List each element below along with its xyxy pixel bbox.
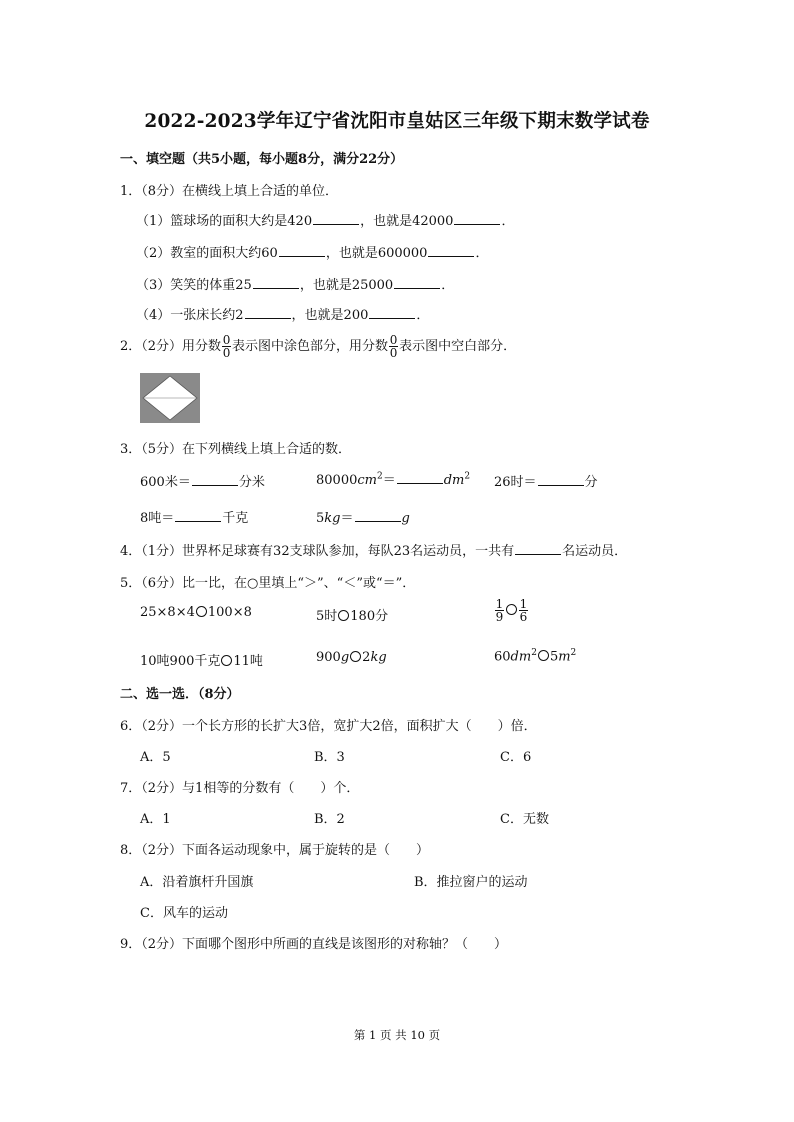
question-3-item-4: 8吨＝ 千克 <box>140 511 249 526</box>
shaded-square-figure <box>140 373 200 423</box>
answer-blank[interactable] <box>428 244 474 257</box>
fraction-one-ninth: $\frac{1}{9}$ <box>495 597 504 624</box>
section-heading-choice: 二、选一选．（8分） <box>120 687 240 702</box>
question-3-item-5: 5kg＝ g <box>316 511 410 526</box>
compare-circle[interactable] <box>538 650 549 661</box>
fraction-one-sixth: $\frac{1}{6}$ <box>519 597 528 624</box>
question-8-option-b[interactable]: B．推拉窗户的运动 <box>414 875 528 890</box>
question-8-stem: 8．（2分）下面各运动现象中，属于旋转的是（ ） <box>120 843 430 858</box>
question-2-stem: 2．（2分）用分数 $\frac{0}{0}$ 表示图中涂色部分，用分数 $\frac{0}{0}$ 表示图中空白部分． <box>120 333 517 360</box>
section-heading-fill-in: 一、填空题（共5小题，每小题8分，满分22分） <box>120 152 404 167</box>
question-5-stem: 5．（6分）比一比，在○里填上“＞”、“＜”或“＝”． <box>120 576 416 591</box>
question-8-option-c[interactable]: C．风车的运动 <box>140 906 228 921</box>
question-1-stem: 1．（8分）在横线上填上合适的单位． <box>120 184 339 199</box>
answer-blank[interactable] <box>253 276 299 289</box>
question-4-stem: 4．（1分）世界杯足球赛有32支球队参加，每队23名运动员，一共有 名运动员． <box>120 544 628 559</box>
question-1-item-1: （1）篮球场的面积大约是420 ，也就是42000 ． <box>136 214 515 229</box>
question-7-stem: 7．（2分）与1相等的分数有（ ）个． <box>120 781 360 796</box>
answer-blank[interactable] <box>515 542 561 555</box>
question-1-item-2: （2）教室的面积大约60 ，也就是600000 ． <box>136 246 489 261</box>
question-3-item-3: 26时＝ 分 <box>494 475 598 490</box>
question-1-item-4: （4）一张床长约2 ，也就是200 ． <box>136 308 430 323</box>
question-3-item-2: $80000cm^2= dm^2$ <box>316 471 471 488</box>
question-8-option-a[interactable]: A．沿着旗杆升国旗 <box>140 875 254 890</box>
fraction-placeholder: $\frac{0}{0}$ <box>222 333 231 360</box>
question-5-item-5: 900g 2kg <box>316 650 387 665</box>
question-3-stem: 3．（5分）在下列横线上填上合适的数． <box>120 442 352 457</box>
question-7-option-a[interactable]: A．1 <box>140 812 171 827</box>
answer-blank[interactable] <box>394 276 440 289</box>
question-5-item-2: 5时 180分 <box>316 609 389 624</box>
question-5-item-1: 25×8×4 100×8 <box>140 605 252 620</box>
compare-circle[interactable] <box>196 606 207 617</box>
page-footer: 第 1 页 共 10 页 <box>353 1028 441 1042</box>
answer-blank[interactable] <box>192 473 238 486</box>
question-6-option-b[interactable]: B．3 <box>314 750 345 765</box>
fraction-placeholder: $\frac{0}{0}$ <box>389 333 398 360</box>
compare-circle[interactable] <box>221 655 232 666</box>
page-title: 2022-2023学年辽宁省沈阳市皇姑区三年级下期末数学试卷 <box>144 111 650 132</box>
answer-blank[interactable] <box>538 473 584 486</box>
answer-blank[interactable] <box>175 509 221 522</box>
question-6-option-a[interactable]: A．5 <box>140 750 171 765</box>
answer-blank[interactable] <box>454 212 500 225</box>
answer-blank[interactable] <box>279 244 325 257</box>
question-3-item-1: 600米＝ 分米 <box>140 475 265 490</box>
question-6-stem: 6．（2分）一个长方形的长扩大3倍，宽扩大2倍，面积扩大（ ）倍． <box>120 719 537 734</box>
compare-circle[interactable] <box>350 651 361 662</box>
compare-circle[interactable] <box>338 610 349 621</box>
answer-blank[interactable] <box>313 212 359 225</box>
answer-blank[interactable] <box>355 509 401 522</box>
question-7-option-b[interactable]: B．2 <box>314 812 345 827</box>
answer-blank[interactable] <box>369 306 415 319</box>
answer-blank[interactable] <box>245 306 291 319</box>
question-5-item-6: $60dm^2$ $5m^2$ <box>494 648 577 665</box>
compare-circle[interactable] <box>506 604 517 615</box>
question-5-item-4: 10吨900千克 11吨 <box>140 654 263 669</box>
answer-blank[interactable] <box>397 471 443 484</box>
question-5-item-3 <box>494 598 529 623</box>
question-1-item-3: （3）笑笑的体重25 ，也就是25000 ． <box>136 278 455 293</box>
question-6-option-c[interactable]: C．6 <box>500 750 532 765</box>
question-7-option-c[interactable]: C．无数 <box>500 812 549 827</box>
question-9-stem: 9．（2分）下面哪个图形中所画的直线是该图形的对称轴？（ ） <box>120 937 508 952</box>
